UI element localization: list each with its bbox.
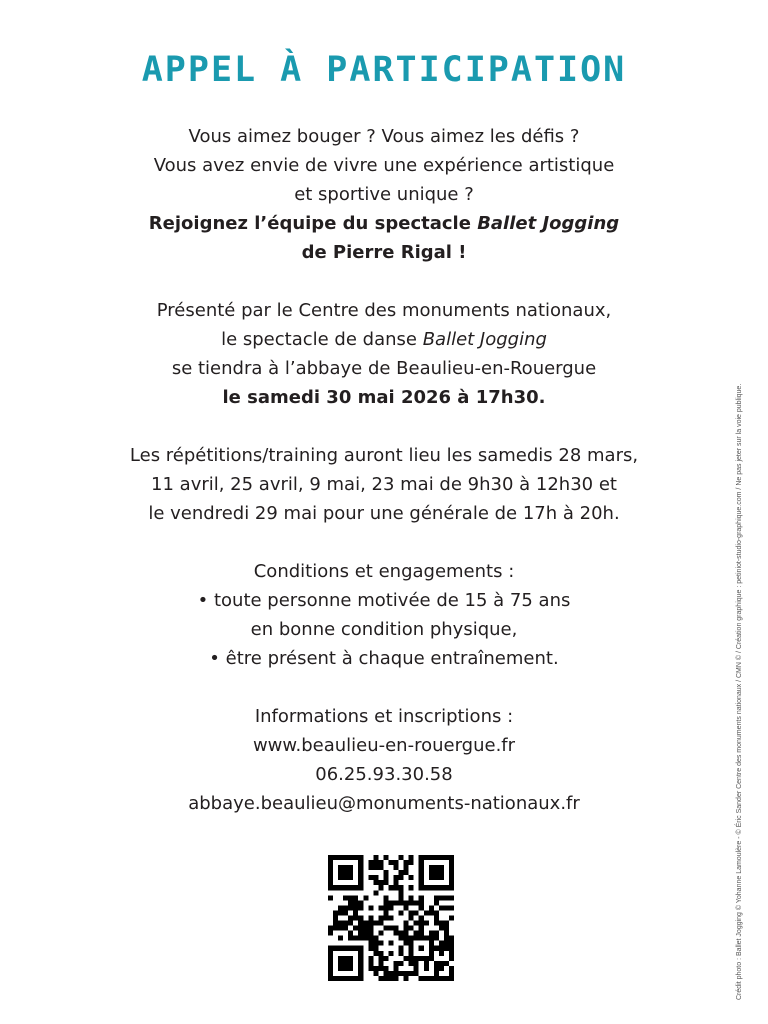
website-link[interactable]: www.beaulieu-en-rouergue.fr	[252, 735, 516, 756]
page-title: APPEL À PARTICIPATION	[141, 50, 627, 90]
presentation-text: le spectacle de danse	[221, 329, 423, 350]
presentation-line-3: se tiendra à l’abbaye de Beaulieu-en-Rouergue	[171, 358, 597, 379]
intro-line-1: Vous aimez bouger ? Vous aimez les défis ?	[188, 126, 580, 147]
rehearsals-line-1: Les répétitions/training auront lieu les samedis 28 mars,	[129, 445, 639, 466]
condition-item-2: • être présent à chaque entraînement.	[209, 648, 559, 669]
condition-item-1b: en bonne condition physique,	[250, 619, 518, 640]
intro-paragraph	[60, 122, 708, 267]
conditions-heading: Conditions et engagements :	[253, 561, 515, 582]
show-title-italic: Ballet Jogging	[422, 329, 547, 350]
qr-code[interactable]	[328, 855, 454, 981]
intro-bold-line-2: de Pierre Rigal !	[301, 242, 467, 263]
rehearsals-paragraph	[60, 441, 708, 528]
presentation-paragraph	[60, 296, 708, 412]
main-text	[60, 122, 708, 818]
rehearsals-line-3: le vendredi 29 mai pour une générale de 17h à 20h.	[148, 503, 620, 524]
phone-number[interactable]: 06.25.93.30.58	[315, 764, 453, 785]
email-link[interactable]: abbaye.beaulieu@monuments-nationaux.fr	[188, 793, 580, 814]
presentation-line-2	[60, 325, 708, 354]
event-date: le samedi 30 mai 2026 à 17h30.	[222, 387, 546, 408]
intro-bold-line-1	[60, 209, 708, 238]
intro-line-3: et sportive unique ?	[294, 184, 474, 205]
contact-heading: Informations et inscriptions :	[254, 706, 514, 727]
presentation-line-1: Présenté par le Centre des monuments nationaux,	[156, 300, 612, 321]
intro-line-2: Vous avez envie de vivre une expérience artistique	[153, 155, 615, 176]
conditions-paragraph	[60, 557, 708, 673]
show-title-emphasis: Ballet Jogging	[477, 213, 620, 234]
photo-credit: Crédit photo : Ballet Jogging © Yohanne Lamoulère - © Éric Sander Centre des monuments nationaux / CMN © / Création graphique : petiniot-studio-graphique.com / Ne pas jeter sur la voie publique.	[736, 383, 743, 1000]
condition-item-1a: • toute personne motivée de 15 à 75 ans	[197, 590, 571, 611]
intro-bold-text: Rejoignez l’équipe du spectacle	[148, 213, 478, 234]
rehearsals-line-2: 11 avril, 25 avril, 9 mai, 23 mai de 9h30 à 12h30 et	[151, 474, 617, 495]
contact-paragraph	[60, 702, 708, 818]
